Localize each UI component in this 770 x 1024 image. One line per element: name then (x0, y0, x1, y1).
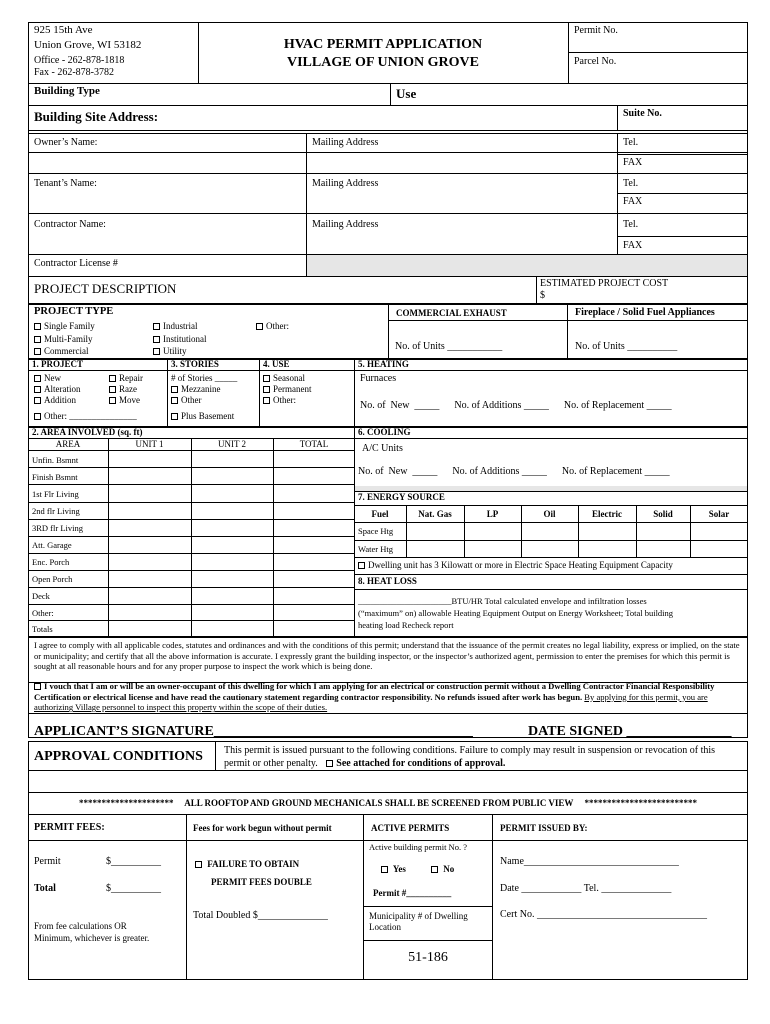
checkbox (431, 866, 438, 873)
checkbox-label: Other: (266, 321, 289, 331)
divider (388, 320, 748, 321)
municipality-label: Municipality # of Dwelling (369, 911, 468, 921)
fireplace-label: Fireplace / Solid Fuel Appliances (575, 307, 715, 318)
total-fee-label: Total (34, 883, 56, 894)
fax-phone: Fax - 262-878-3782 (34, 67, 114, 78)
checkbox (109, 375, 116, 382)
fee-calc-note-2: Minimum, whichever is greater. (34, 933, 150, 943)
divider (492, 815, 493, 940)
owner-occupant-text: I vouch that I am or will be an owner-occupant of this dwelling for which I am applying for an electrical or construction permit without a Dwelling Contractor Financial Responsibility Certification or electrical license and have read the cautionary statement regarding contractor responsibility. No refunds issued after work has begun. (34, 681, 715, 702)
electric-col-header: Electric (592, 509, 622, 519)
natgas-col-header: Nat. Gas (418, 509, 452, 519)
checkbox-label: Commercial (44, 346, 89, 356)
divider (354, 574, 748, 575)
owner-name-field[interactable] (30, 150, 304, 172)
checkbox-label: Institutional (163, 334, 207, 344)
checkbox (153, 348, 160, 355)
approval-penalty-text: permit or other penalty. (224, 758, 318, 769)
divider (354, 522, 748, 523)
active-permit-no[interactable] (431, 864, 454, 875)
permit-fees-double-label: PERMIT FEES DOUBLE (211, 877, 312, 887)
checkbox-label: Raze (119, 384, 137, 394)
agreement-paragraph: I agree to comply with all applicable codes, statutes and ordinances and with the conditions of this permit; understand that the issuance of the permit creates no legal liability, express or implied, on the state or municipality; and certify that all the above information is accurate. I expressly grant the building inspector, or the inspector’s authorized agent, permission to enter the premises for which this permit is sought at all reasonable hours and for any proper purpose to inspect the work which is being done. (34, 640, 740, 672)
checkbox-label: Other: _______________ (44, 411, 137, 421)
divider (567, 304, 568, 359)
project-raze-checkbox[interactable] (109, 384, 137, 395)
cooling-counts-line[interactable]: No. of New _____ No. of Additions _____ No. of Replacement _____ (358, 466, 670, 477)
checkbox (263, 397, 270, 404)
fee-calc-note-1: From fee calculations OR (34, 921, 127, 931)
divider (215, 741, 216, 771)
divider (354, 438, 748, 439)
divider (354, 557, 748, 558)
project-type-label: PROJECT TYPE (34, 306, 114, 317)
exhaust-units-field[interactable]: No. of Units ___________ (395, 341, 503, 352)
project-other-checkbox[interactable] (34, 411, 137, 422)
tenant-mailing-label: Mailing Address (312, 178, 379, 189)
checkbox (153, 336, 160, 343)
statement-box (28, 682, 748, 714)
total-doubled-field[interactable]: Total Doubled $______________ (193, 910, 328, 921)
checkbox-label: Mezzanine (181, 384, 221, 394)
checkbox (358, 562, 365, 569)
form-title: HVAC PERMIT APPLICATION (283, 37, 483, 52)
contractor-fax-label: FAX (623, 240, 643, 251)
project-type-commercial[interactable] (34, 346, 89, 357)
section-5-label: 5. HEATING (358, 359, 409, 369)
see-attached-checkbox[interactable] (326, 760, 333, 767)
active-permit-question: Active building permit No. ? (369, 842, 467, 852)
project-type-other[interactable] (256, 321, 289, 332)
divider (568, 52, 748, 53)
project-type-utility[interactable] (153, 346, 187, 357)
form-subtitle: VILLAGE OF UNION GROVE (286, 55, 479, 70)
lp-col-header: LP (486, 509, 499, 519)
project-new-checkbox[interactable] (34, 373, 61, 384)
area-row-label: Finish Bsmnt (32, 472, 78, 482)
stories-count-field[interactable]: # of Stories _____ (171, 373, 238, 383)
checkbox (34, 397, 41, 404)
divider (617, 105, 618, 130)
office-phone: Office - 262-878-1818 (34, 55, 125, 66)
divider (28, 213, 748, 214)
header-box (28, 22, 748, 84)
checkbox-label: No (443, 864, 455, 874)
checkbox (109, 397, 116, 404)
building-type-field[interactable] (120, 84, 386, 104)
rooftop-notice: ********************* ALL ROOFTOP AND GROUND MECHANICALS SHALL BE SCREENED FROM PUBLIC VIEW ************************* (78, 798, 698, 808)
form-number: 51-186 (408, 950, 448, 965)
checkbox-label: Move (119, 395, 140, 405)
checkbox-label: Alteration (44, 384, 81, 394)
approval-text-line-2 (224, 758, 505, 770)
project-alteration-checkbox[interactable] (34, 384, 81, 395)
checkbox-label: Seasonal (273, 373, 305, 383)
contractor-name-field[interactable] (30, 232, 304, 253)
divider (28, 840, 748, 841)
failure-to-obtain-label: FAILURE TO OBTAIN (207, 859, 300, 869)
checkbox (171, 397, 178, 404)
approval-conditions-title: APPROVAL CONDITIONS (34, 749, 203, 764)
project-type-multi-family[interactable] (34, 334, 93, 345)
project-type-industrial[interactable] (153, 321, 198, 332)
divider (28, 130, 748, 131)
use-permanent-checkbox[interactable] (263, 384, 312, 395)
ac-units-label: A/C Units (362, 443, 403, 454)
divider (28, 173, 748, 174)
commercial-exhaust-label: COMMERCIAL EXHAUST (396, 308, 507, 318)
checkbox (34, 348, 41, 355)
space-heating-row-label: Space Htg (358, 526, 394, 536)
approval-text-line-1: This permit is issued pursuant to the following conditions. Failure to comply may result in suspension or revocation of this (224, 745, 716, 756)
license-shaded-area (307, 255, 747, 276)
water-heating-row-label: Water Htg (358, 544, 393, 554)
checkbox-label: Industrial (163, 321, 198, 331)
checkbox-label: Multi-Family (44, 334, 93, 344)
estimated-cost-symbol: $ (540, 290, 545, 301)
tenant-fax-label: FAX (623, 196, 643, 207)
work-begun-title: Fees for work begun without permit (193, 823, 332, 833)
area-row-label: Enc. Porch (32, 557, 70, 567)
checkbox-label: Other (181, 395, 202, 405)
owner-mailing-label: Mailing Address (312, 137, 379, 148)
active-permit-yes[interactable] (381, 864, 406, 875)
area-row-label: Deck (32, 591, 50, 601)
project-addition-checkbox[interactable] (34, 395, 76, 406)
checkbox (263, 375, 270, 382)
suite-no-label: Suite No. (623, 108, 662, 119)
solid-col-header: Solid (653, 509, 673, 519)
applicant-signature-field[interactable]: APPLICANT’S SIGNATURE_____________________________________ (34, 724, 473, 739)
heat-loss-line-3: heating load Recheck report (358, 620, 454, 630)
heating-counts-line[interactable]: No. of New _____ No. of Additions _____ No. of Replacement _____ (360, 400, 672, 411)
contractor-mailing-label: Mailing Address (312, 219, 379, 230)
total-col-header: TOTAL (299, 439, 329, 449)
section-6-label: 6. COOLING (358, 427, 411, 437)
address-line-1: 925 15th Ave (34, 24, 93, 36)
divider (617, 236, 748, 237)
section-2-label: 2. AREA INVOLVED (sq. ft) (32, 427, 143, 437)
tenant-tel-label: Tel. (623, 178, 639, 189)
project-description-label: PROJECT DESCRIPTION (34, 281, 177, 296)
divider (617, 154, 748, 155)
estimated-cost-label: ESTIMATED PROJECT COST (540, 278, 669, 289)
checkbox-label: Plus Basement (181, 411, 235, 421)
divider (28, 370, 748, 371)
parcel-no-label: Parcel No. (574, 56, 617, 67)
fireplace-units-field[interactable]: No. of Units __________ (575, 341, 678, 352)
checkbox (34, 375, 41, 382)
area-row-label: Open Porch (32, 574, 73, 584)
contractor-license-label: Contractor License # (34, 258, 118, 269)
checkbox (263, 386, 270, 393)
heat-loss-line-1[interactable]: ______________________BTU/HR Total calculated envelope and infiltration losses (358, 596, 647, 606)
section-4-label: 4. USE (263, 359, 290, 369)
permit-issued-by-title: PERMIT ISSUED BY: (500, 823, 588, 833)
active-permits-title: ACTIVE PERMITS (371, 823, 450, 833)
divider (354, 540, 748, 541)
address-line-2: Union Grove, WI 53182 (34, 39, 142, 51)
divider (568, 22, 569, 84)
use-seasonal-checkbox[interactable] (263, 373, 305, 384)
total-fee-field[interactable]: $__________ (106, 883, 161, 894)
solar-col-header: Solar (708, 509, 730, 519)
area-row-label: 3RD flr Living (32, 523, 83, 533)
checkbox-label: New (44, 373, 61, 383)
checkbox (34, 413, 41, 420)
unit2-col-header: UNIT 2 (217, 439, 247, 449)
checkbox-label: Single Family (44, 321, 95, 331)
location-label: Location (369, 922, 401, 932)
owner-fax-label: FAX (623, 157, 643, 168)
divider (273, 438, 274, 637)
tenant-name-field[interactable] (30, 191, 304, 212)
checkbox (256, 323, 263, 330)
checkbox (34, 323, 41, 330)
site-address-label: Building Site Address: (34, 109, 159, 124)
divider (28, 105, 748, 106)
divider (191, 438, 192, 637)
checkbox-label: Yes (392, 864, 406, 874)
divider (354, 589, 748, 590)
use-label: Use (396, 86, 417, 101)
permit-fee-field[interactable]: $__________ (106, 856, 161, 867)
blank-row (28, 771, 748, 793)
area-col-header: AREA (55, 439, 81, 449)
fuel-col-header: Fuel (371, 509, 389, 519)
checkbox-label: Utility (163, 346, 187, 356)
checkbox (171, 386, 178, 393)
heat-loss-line-2: (“maximum” on) allowable Heating Equipment Output on Energy Worksheet; Total building (358, 608, 674, 618)
failure-to-obtain-checkbox[interactable] (195, 859, 299, 870)
permit-fees-title: PERMIT FEES: (34, 822, 105, 833)
project-move-checkbox[interactable] (109, 395, 140, 406)
inspection-authorization: By applying for this permit, you are authorizing Village personnel to inspect this property within the scope of their duties. (34, 691, 708, 713)
permit-fee-label: Permit (34, 856, 61, 867)
tenant-name-label: Tenant’s Name: (34, 178, 97, 189)
project-repair-checkbox[interactable] (109, 373, 143, 384)
owner-tel-label: Tel. (623, 137, 639, 148)
section-7-label: 7. ENERGY SOURCE (358, 492, 445, 502)
area-row-label: Other: (32, 608, 54, 618)
checkbox (34, 336, 41, 343)
furnaces-label: Furnaces (360, 373, 397, 384)
site-address-field[interactable] (200, 107, 612, 128)
issued-by-name-field[interactable]: Name_______________________________ (500, 856, 679, 867)
area-row-label: 2nd flr Living (32, 506, 80, 516)
divider (198, 22, 199, 84)
contractor-name-label: Contractor Name: (34, 219, 106, 230)
section-8-label: 8. HEAT LOSS (358, 576, 417, 586)
checkbox-label: Repair (119, 373, 143, 383)
building-type-label: Building Type (34, 85, 100, 97)
use-other-checkbox[interactable] (263, 395, 296, 406)
contractor-tel-label: Tel. (623, 219, 639, 230)
active-permit-number-field[interactable]: Permit #__________ (373, 888, 452, 898)
divider (390, 83, 391, 105)
section-3-label: 3. STORIES (171, 359, 219, 369)
area-row-label: 1st Flr Living (32, 489, 79, 499)
divider (536, 276, 537, 304)
divider (363, 940, 493, 941)
area-row-label: Totals (32, 624, 53, 634)
area-row-label: Att. Garage (32, 540, 72, 550)
divider (354, 505, 748, 506)
use-field[interactable] (430, 84, 745, 104)
see-attached-label: See attached for conditions of approval. (336, 758, 506, 769)
owner-name-label: Owner’s Name: (34, 137, 98, 148)
checkbox-label: Permanent (273, 384, 312, 394)
checkbox-label: Dwelling unit has 3 Kilowatt or more in Electric Space Heating Equipment Capacity (368, 560, 673, 570)
issued-date-tel-field[interactable]: Date ____________ Tel. ______________ (500, 883, 672, 894)
section-1-label: 1. PROJECT (32, 359, 84, 369)
permit-no-label: Permit No. (574, 25, 618, 36)
checkbox (381, 866, 388, 873)
oil-col-header: Oil (543, 509, 556, 519)
checkbox-label: Other: (273, 395, 296, 405)
checkbox (109, 386, 116, 393)
divider (108, 438, 109, 637)
checkbox-label: Addition (44, 395, 77, 405)
dwelling-electric-checkbox[interactable] (358, 560, 673, 571)
date-signed-field[interactable]: DATE SIGNED _______________ (528, 724, 732, 739)
cert-no-field[interactable]: Cert No. __________________________________ (500, 909, 707, 920)
checkbox (153, 323, 160, 330)
checkbox (34, 386, 41, 393)
stories-basement-checkbox[interactable] (171, 411, 234, 422)
project-type-single-family[interactable] (34, 321, 95, 332)
divider (363, 906, 493, 907)
divider (617, 193, 748, 194)
unit1-col-header: UNIT 1 (135, 439, 164, 449)
checkbox (171, 413, 178, 420)
stories-other-checkbox[interactable] (171, 395, 202, 406)
stories-mezzanine-checkbox[interactable] (171, 384, 220, 395)
area-row-label: Unfin. Bsmnt (32, 455, 79, 465)
checkbox (195, 861, 202, 868)
divider (363, 815, 364, 940)
divider (186, 815, 187, 980)
project-type-institutional[interactable] (153, 334, 207, 345)
divider (388, 304, 389, 359)
